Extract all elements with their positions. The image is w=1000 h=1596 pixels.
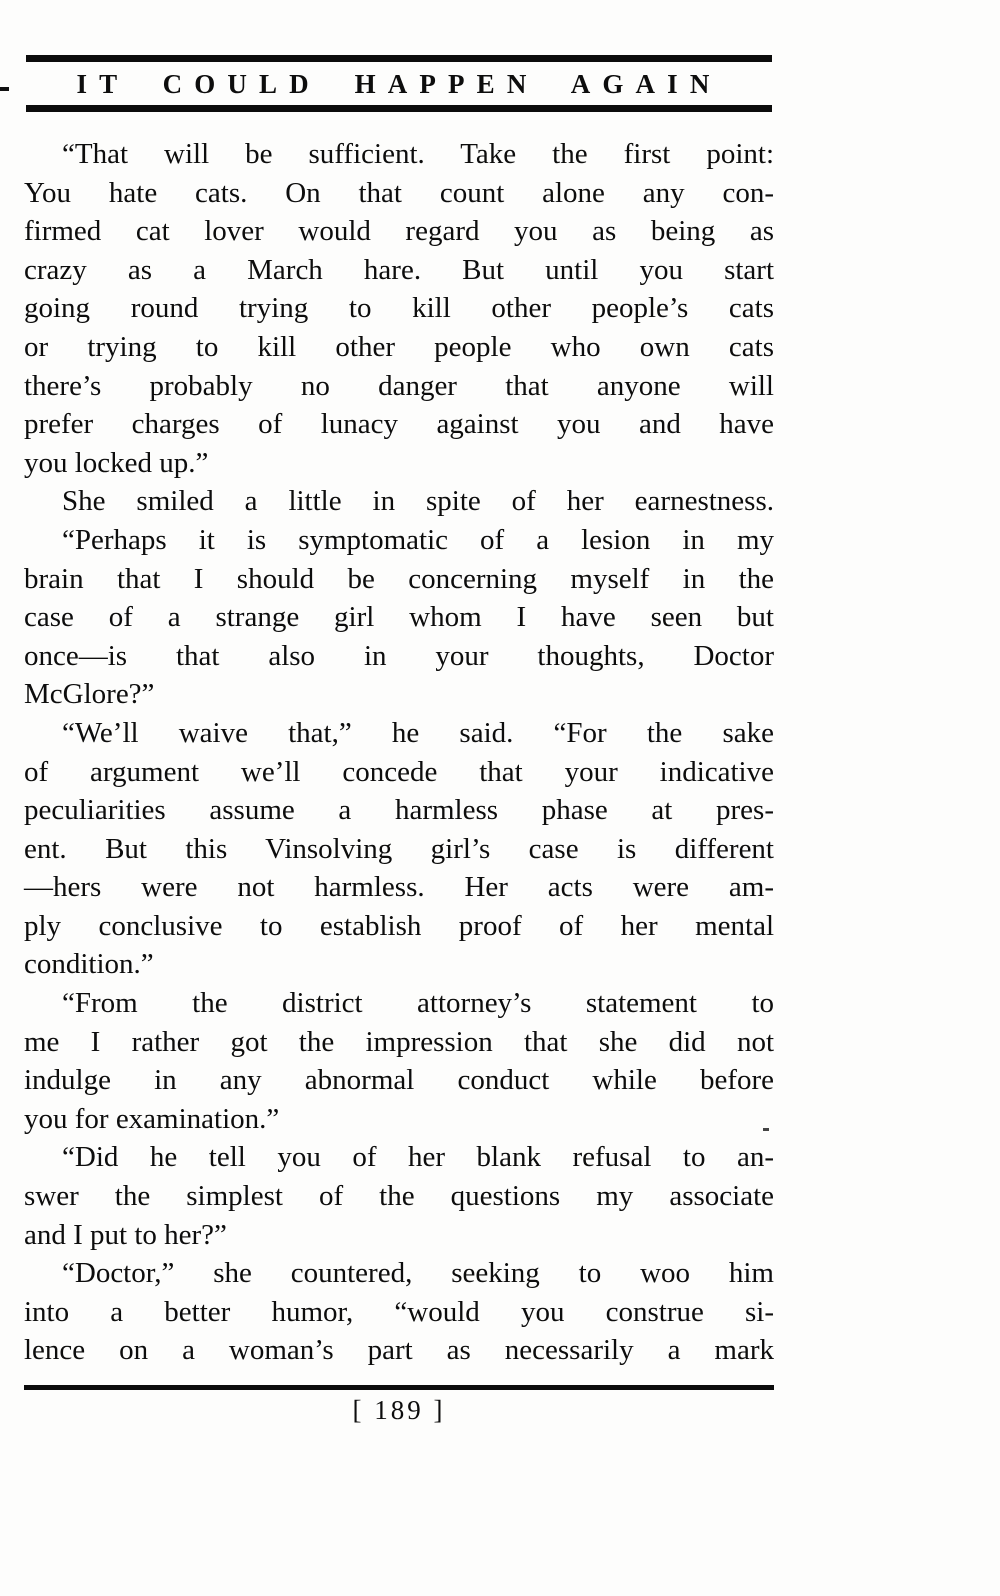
text-line: you for examination.” bbox=[24, 1102, 280, 1135]
text-line: into a better humor, “would you construe si- bbox=[24, 1295, 774, 1328]
text-line: brain that I should be concerning myself in the bbox=[24, 562, 774, 595]
page-number: [ 189 ] bbox=[352, 1395, 446, 1425]
text-line: “Doctor,” she countered, seeking to woo him bbox=[62, 1257, 774, 1290]
footer-rule bbox=[24, 1385, 774, 1390]
body-text bbox=[24, 135, 774, 1370]
text-line: indulge in any abnormal conduct while before bbox=[24, 1064, 774, 1097]
text-line: swer the simplest of the questions my associate bbox=[24, 1180, 774, 1213]
text-line: “Did he tell you of her blank refusal to an- bbox=[62, 1141, 774, 1174]
text-line: “We’ll waive that,” he said. “For the sake bbox=[62, 716, 774, 749]
text-line: “From the district attorney’s statement to bbox=[62, 987, 774, 1020]
text-line: case of a strange girl whom I have seen but bbox=[24, 601, 774, 634]
text-line: prefer charges of lunacy against you and have bbox=[24, 408, 774, 441]
text-line: me I rather got the impression that she did not bbox=[24, 1025, 774, 1058]
text-line: McGlore?” bbox=[24, 678, 155, 711]
text-line: ply conclusive to establish proof of her mental bbox=[24, 909, 774, 942]
text-line: lence on a woman’s part as necessarily a mark bbox=[24, 1334, 774, 1367]
text-line: or trying to kill other people who own cats bbox=[24, 330, 774, 363]
page-content bbox=[24, 0, 774, 1426]
text-line: “Perhaps it is symptomatic of a lesion in my bbox=[62, 523, 774, 556]
scan-artifact-left bbox=[0, 87, 9, 91]
text-line: —hers were not harmless. Her acts were am- bbox=[24, 871, 774, 904]
text-line: firmed cat lover would regard you as being as bbox=[24, 215, 774, 248]
text-line: peculiarities assume a harmless phase at pres- bbox=[24, 794, 774, 827]
text-line: You hate cats. On that count alone any con- bbox=[24, 176, 774, 209]
text-line: “That will be sufficient. Take the first point: bbox=[62, 138, 774, 170]
text-line: of argument we’ll concede that your indicative bbox=[24, 755, 774, 788]
header-rule-bottom bbox=[26, 105, 772, 112]
running-head-title: IT COULD HAPPEN AGAIN bbox=[76, 69, 722, 99]
text-line: ent. But this Vinsolving girl’s case is different bbox=[24, 832, 774, 865]
scan-artifact-right bbox=[763, 1128, 769, 1131]
header-rule-top bbox=[26, 55, 772, 62]
text-line: you locked up.” bbox=[24, 446, 209, 479]
text-line: She smiled a little in spite of her earnestness. bbox=[62, 485, 774, 518]
text-line: and I put to her?” bbox=[24, 1218, 227, 1251]
text-line: going round trying to kill other people’s cats bbox=[24, 292, 774, 325]
text-line: once—is that also in your thoughts, Doctor bbox=[24, 639, 774, 672]
text-line: there’s probably no danger that anyone will bbox=[24, 369, 774, 402]
text-line: condition.” bbox=[24, 948, 154, 981]
text-line: crazy as a March hare. But until you start bbox=[24, 253, 774, 286]
